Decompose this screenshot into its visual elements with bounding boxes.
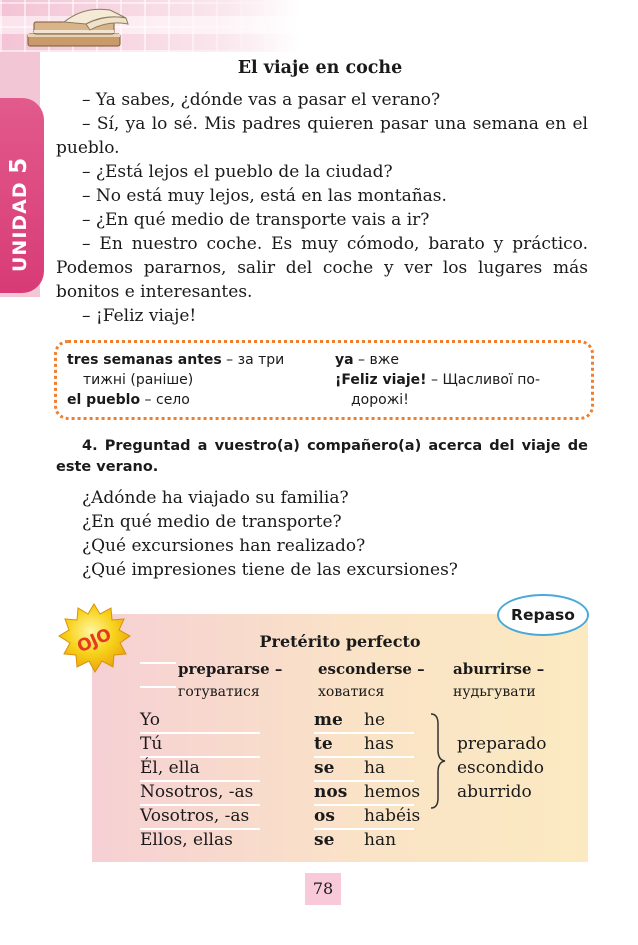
vocab-definition: за три (237, 352, 285, 368)
vocab-definition: село (156, 392, 190, 408)
auxiliary-verb: habéis (364, 806, 421, 826)
dialog-line: – No está muy lejos, está en las montañas. (82, 186, 447, 206)
vocab-separator: – (140, 392, 156, 408)
vocab-entry (67, 390, 327, 410)
auxiliary-verb: has (364, 734, 394, 754)
pronoun: Yo (140, 710, 160, 730)
vocabulary-column-right (335, 350, 587, 410)
vocab-separator: – (353, 352, 370, 368)
dialog-line: – Sí, ya lo sé. Mis padres quieren pasar una semana en el pueblo. (56, 114, 588, 158)
pronoun: Tú (140, 734, 163, 754)
verb-translation: готуватися (178, 684, 260, 700)
vocab-entry (335, 370, 587, 390)
page-number: 78 (305, 873, 341, 905)
reflexive-pronoun: te (314, 734, 333, 754)
vocab-continuation: тижні (раніше) (83, 372, 194, 388)
dialog-line: – ¡Feliz viaje! (82, 306, 197, 326)
exercise-text: Preguntad a vuestro(a) compañero(a) acerca del viaje de este verano. (56, 438, 588, 475)
dialog-line: – ¿En qué medio de transporte vais a ir? (82, 210, 430, 230)
grammar-box (92, 614, 588, 862)
reflexive-pronoun: os (314, 806, 335, 826)
verb-infinitive: esconderse – (318, 660, 425, 678)
vocab-definition: вже (369, 352, 399, 368)
vocab-separator: – (426, 372, 443, 388)
question-item: ¿En qué medio de transporte? (82, 512, 342, 532)
curly-brace-icon (428, 712, 448, 810)
verb-infinitive: prepararse – (178, 660, 283, 678)
pronoun: Nosotros, -as (140, 782, 254, 802)
vocab-term: el pueblo (67, 392, 141, 408)
vocab-definition: Щасливої по- (442, 372, 541, 388)
auxiliary-verb: han (364, 830, 397, 850)
auxiliary-column (364, 708, 420, 852)
reflexive-pronoun: se (314, 758, 335, 778)
unit-number: 5 (6, 156, 32, 174)
page-title: El viaje en coche (237, 58, 403, 78)
vocab-term: ya (335, 352, 354, 368)
table-rule (140, 686, 176, 688)
participle: escondido (457, 758, 544, 778)
pronoun: Ellos, ellas (140, 830, 233, 850)
vocabulary-box (54, 340, 594, 420)
ojo-badge-icon (56, 602, 132, 678)
question-list (82, 486, 458, 582)
ojo-badge-text: OJO (74, 624, 115, 658)
reflexive-pronoun: nos (314, 782, 348, 802)
dialog-line: – En nuestro coche. Es muy cómodo, barato y práctico. Podemos pararnos, salir del coche y ver los lugares más bonitos e interesantes. (56, 234, 588, 302)
vocabulary-column-left (67, 350, 327, 410)
vocab-entry (67, 350, 327, 370)
dialog-line: – Ya sabes, ¿dónde vas a pasar el verano? (82, 90, 441, 110)
participle: preparado (457, 734, 547, 754)
pronoun: Él, ella (140, 758, 200, 778)
reflexive-column (314, 708, 347, 852)
verb-translation: ховатися (318, 684, 385, 700)
vocab-entry (335, 350, 587, 370)
vocab-separator: – (221, 352, 238, 368)
verb-translation: нудьгувати (453, 684, 536, 700)
auxiliary-verb: he (364, 710, 386, 730)
dialog-line: – ¿Está lejos el pueblo de la ciudad? (82, 162, 393, 182)
books-icon (24, 4, 134, 52)
verb-infinitive: aburrirse – (453, 660, 545, 678)
unit-label-text: UNIDAD (9, 181, 31, 272)
question-item: ¿Qué impresiones tiene de las excursiones? (82, 560, 458, 580)
participle-column (457, 732, 546, 804)
question-item: ¿Qué excursiones han realizado? (82, 536, 366, 556)
exercise-number: 4. (82, 438, 98, 454)
grammar-title: Pretérito perfecto (259, 632, 421, 651)
participle: aburrido (457, 782, 532, 802)
auxiliary-verb: hemos (364, 782, 421, 802)
vocab-term: ¡Feliz viaje! (335, 372, 427, 388)
question-item: ¿Adónde ha viajado su familia? (82, 488, 349, 508)
auxiliary-verb: ha (364, 758, 386, 778)
table-rule (140, 662, 176, 664)
dialog-text (56, 88, 588, 328)
pronoun: Vosotros, -as (140, 806, 250, 826)
pronoun-column (140, 708, 253, 852)
vocab-term: tres semanas antes (67, 352, 222, 368)
exercise-instruction (56, 436, 588, 478)
reflexive-pronoun: se (314, 830, 335, 850)
repaso-badge: Repaso (497, 594, 589, 636)
unit-label (6, 157, 32, 272)
vocab-continuation: дорожі! (351, 392, 409, 408)
reflexive-pronoun: me (314, 710, 343, 730)
